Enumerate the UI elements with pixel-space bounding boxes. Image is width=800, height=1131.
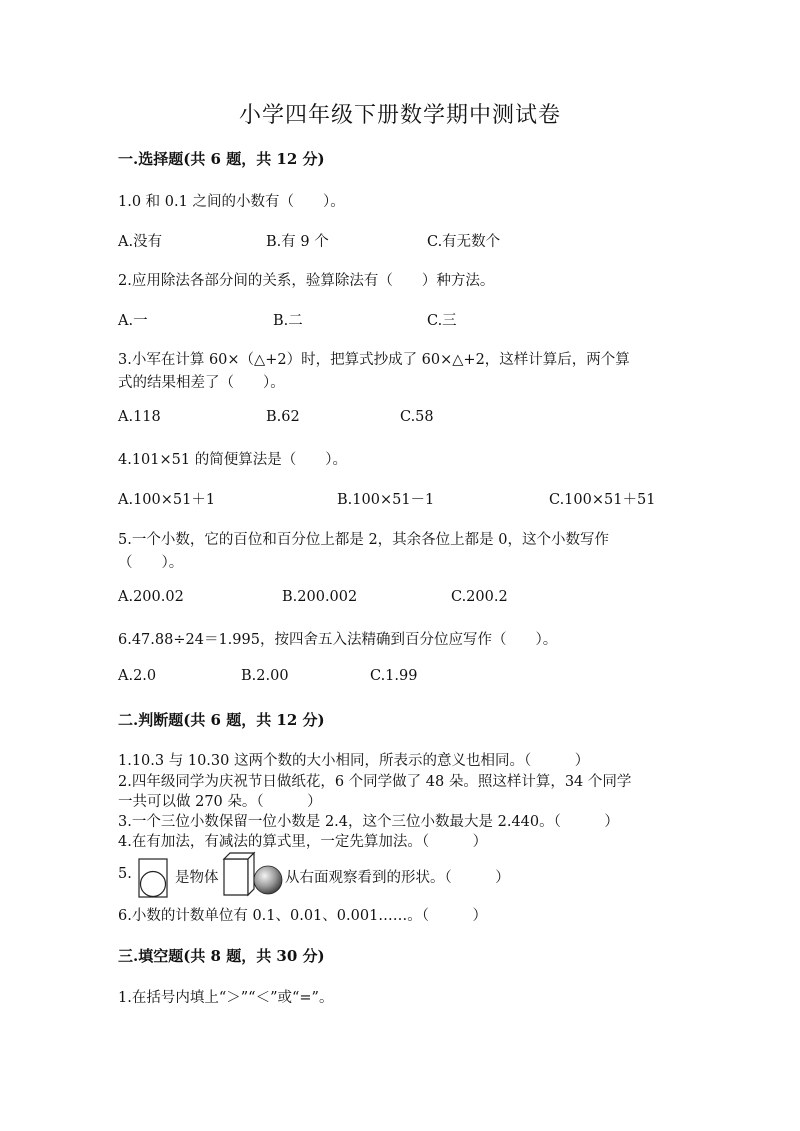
statement-text: 3.一个三位小数保留一位小数是 2.4，这个三位小数最大是 2.440。（ ） [118, 814, 619, 830]
option-b: B.200.002 [282, 589, 358, 605]
option-a: A.100×51＋1 [118, 492, 216, 508]
option-a: A.118 [118, 409, 161, 425]
question-text: 5.一个小数，它的百位和百分位上都是 2，其余各位上都是 0，这个小数写作 [118, 532, 610, 548]
page-title: 小学四年级下册数学期中测试卷 [238, 103, 561, 128]
question-text: 1.0 和 0.1 之间的小数有（ ）。 [118, 194, 345, 210]
option-c: C.58 [400, 409, 434, 425]
option-b: B.有 9 个 [266, 234, 329, 250]
statement-text-continued: 一共可以做 270 朵。（ ） [118, 794, 322, 810]
statement-text: 2.四年级同学为庆祝节日做纸花，6 个同学做了 48 朵。照这样计算，34 个同学 [118, 774, 632, 790]
option-c: C.1.99 [370, 668, 418, 684]
statement-text: 1.10.3 与 10.30 这两个数的大小相同，所表示的意义也相同。（ ） [118, 753, 590, 769]
option-c: C.有无数个 [427, 234, 501, 250]
option-b: B.2.00 [241, 668, 289, 684]
section-heading-choice: 一.选择题(共 6 题，共 12 分) [118, 150, 325, 168]
statement-text-middle: 是物体 [175, 870, 219, 886]
option-c: C.100×51＋51 [549, 492, 656, 508]
view-shape-figure [138, 858, 168, 898]
question-text: 3.小军在计算 60×（△+2）时，把算式抄成了 60×△+2，这样计算后，两个算 [118, 352, 630, 368]
question-text-continued: 式的结果相差了（ ）。 [118, 375, 285, 391]
option-a: A.没有 [118, 234, 163, 250]
statement-text-end: 从右面观察看到的形状。（ ） [285, 870, 510, 886]
option-c: C.三 [427, 313, 457, 329]
question-text: 6.47.88÷24＝1.995，按四舍五入法精确到百分位应写作（ ）。 [118, 632, 558, 648]
question-text-continued: （ ）。 [118, 555, 184, 571]
question-text: 2.应用除法各部分间的关系，验算除法有（ ）种方法。 [118, 273, 495, 289]
option-b: B.100×51－1 [337, 492, 435, 508]
cuboid-sphere-figure [222, 851, 286, 897]
option-a: A.一 [118, 313, 148, 329]
option-b: B.二 [273, 313, 303, 329]
statement-number: 5. [118, 866, 132, 882]
option-c: C.200.2 [451, 589, 508, 605]
question-text: 1.在括号内填上“＞”“＜”或“=”。 [118, 990, 334, 1006]
section-heading-fill: 三.填空题(共 8 题，共 30 分) [118, 947, 325, 965]
statement-text: 6.小数的计数单位有 0.1、0.01、0.001……。（ ） [118, 908, 488, 924]
statement-text: 4.在有加法，有减法的算式里，一定先算加法。（ ） [118, 834, 488, 850]
section-heading-judge: 二.判断题(共 6 题，共 12 分) [118, 711, 325, 729]
option-b: B.62 [266, 409, 300, 425]
option-a: A.200.02 [118, 589, 184, 605]
option-a: A.2.0 [118, 668, 157, 684]
question-text: 4.101×51 的简便算法是（ ）。 [118, 452, 347, 468]
